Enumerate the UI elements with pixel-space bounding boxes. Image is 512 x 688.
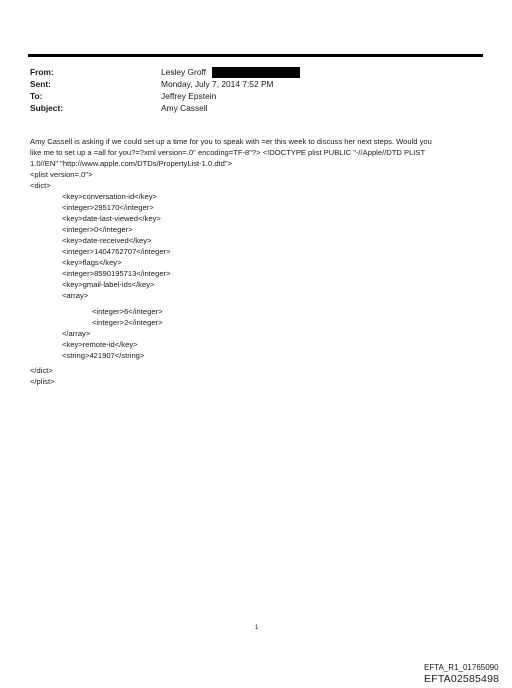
- array-item: <integer>6</integer>: [92, 307, 163, 316]
- plist-item: <key>flags</key>: [62, 258, 122, 267]
- plist-item: <integer>295170</integer>: [62, 203, 154, 212]
- dict-close: </dict>: [30, 366, 53, 375]
- body-line-2: like me to set up a =all for you?=?xml version=.0" encoding=TF-8"?> <!DOCTYPE plist PUBLIC "-//Apple//DTD PLIST: [30, 148, 426, 157]
- plist-item: </array>: [62, 329, 91, 338]
- sent-value: Monday, July 7, 2014 7:52 PM: [161, 79, 274, 89]
- plist-item: <key>date-received</key>: [62, 236, 152, 245]
- from-name: Lesley Groff: [161, 67, 206, 77]
- plist-close: </plist>: [30, 377, 55, 386]
- header-rule: [28, 54, 483, 57]
- plist-item: <integer>1404762707</integer>: [62, 247, 171, 256]
- dict-open: <dict>: [30, 181, 51, 190]
- to-value: Jeffrey Epstein: [161, 91, 217, 101]
- bates-number-small: EFTA_R1_01765090: [424, 663, 499, 672]
- plist-item: <array>: [62, 291, 89, 300]
- to-label: To:: [30, 91, 43, 101]
- plist-open: <plist version=.0">: [30, 170, 93, 179]
- bates-number-large: EFTA02585498: [424, 673, 500, 685]
- from-value: [161, 67, 300, 78]
- body-line-3: 1.0//EN" "http://www.apple.com/DTDs/PropertyList-1.0.dtd">: [30, 159, 233, 168]
- subject-label: Subject:: [30, 103, 64, 113]
- plist-item: <string>421907</string>: [62, 351, 145, 360]
- subject-value: Amy Cassell: [161, 103, 208, 113]
- plist-item: <key>conversation-id</key>: [62, 192, 157, 201]
- body-line-1: Amy Cassell is asking if we could set up a time for you to speak with =er this week to discuss her next steps. Would you: [30, 137, 432, 146]
- plist-item: <integer>0</integer>: [62, 225, 133, 234]
- plist-item: <key>remote-id</key>: [62, 340, 138, 349]
- plist-item: <integer>8590195713</integer>: [62, 269, 171, 278]
- from-label: From:: [30, 67, 54, 77]
- array-item: <integer>2</integer>: [92, 318, 163, 327]
- page-number: 1: [255, 625, 259, 631]
- plist-item: <key>gmail-label-ids</key>: [62, 280, 155, 289]
- plist-item: <key>date-last-viewed</key>: [62, 214, 161, 223]
- redaction-box: [212, 67, 300, 78]
- sent-label: Sent:: [30, 79, 51, 89]
